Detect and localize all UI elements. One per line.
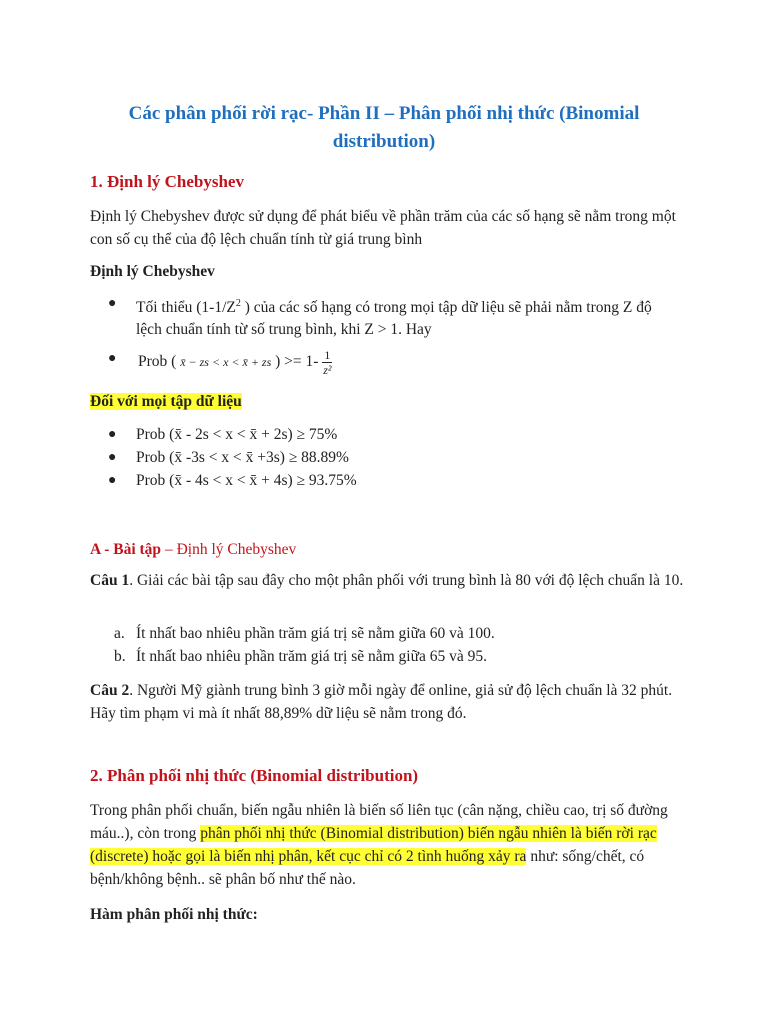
bullet-dot-icon: ● <box>108 351 117 366</box>
bullet-dot-icon: ● <box>108 450 117 465</box>
section1-heading: 1. Định lý Chebyshev <box>90 172 244 191</box>
bullet-dot-icon: ● <box>108 296 117 311</box>
section2-paragraph: Trong phân phối chuẩn, biến ngẫu nhiên là biến số liên tục (cân nặng, chiều cao, trị số đường máu..), còn trong phân phối nhị thức (Binomial distribution) biến ngẫu nhiên là biến rời rạc (discrete) hoặc gọi là biến nhị phân, kết cục chỉ có 2 tình huống xảy ra như: sống/chết, có bệnh/không bệnh.. sẽ phân bố như thế nào. <box>90 802 668 888</box>
page-title: Các phân phối rời rạc- Phần II – Phân phối nhị thức (Binomial distribution) <box>128 103 640 152</box>
question-1: Câu 1. Giải các bài tập sau đây cho một phân phối với trung bình là 80 với độ lệch chuẩn là 10. <box>90 572 684 589</box>
prob-formula: Prob ( x̄ − zs < x < x̄ + zs ) >= 1- $\frac{1}{\text{z²}}$ <box>138 348 332 377</box>
document-page: Các phân phối rời rạc- Phần II – Phân phối nhị thức (Binomial distribution) 1. Định lý Chebyshev Định lý Chebyshev được sử dụng để phát biểu về phần trăm của các số hạng sẽ nằm trong một con số cụ thể của độ lệch chuẩn tính từ giá trung bình Định lý Chebyshev ● Tối thiểu ($1-1/Z^2$ ) của các số hạng có trong mọi tập dữ liệu sẽ phải nằm trong Z độ lệch chuẩn tính từ số trung bình, khi Z > 1. Hay ● Prob ( x̄ − zs < x < x̄ + zs ) >= 1- $\frac{1}{\text{z²}}$ Đối với mọi tập dữ liệu ● Prob (x̄ - 2s < x < x̄ + 2s) ≥ 75% ● Prob (x̄ -3s < x < x̄ +3s) ≥ 88.89% ● Prob (x̄ - 4s < x < x̄ + 4s) ≥ 93.75% A - Bài tập – Định lý Chebyshev Câu 1. Giải các bài tập sau đây cho một phân phối với trung bình là 80 với độ lệch chuẩn là 10. a. Ít nhất bao nhiêu phần trăm giá trị sẽ nằm giữa 60 và 100. b. Ít nhất bao nhiêu phần trăm giá trị sẽ nằm giữa 65 và 95. Câu 2. Người Mỹ giành trung bình 3 giờ mỗi ngày để online, giả sử độ lệch chuẩn là 32 phút. Hãy tìm phạm vi mà ít nhất 88,89% dữ liệu sẽ nằm trong đó. 2. Phân phối nhị thức (Binomial distribution) Trong phân phối chuẩn, biến ngẫu nhiên là biến số liên tục (cân nặng, chiều cao, trị số đường máu..), còn trong phân phối nhị thức (Binomial distribution) biến ngẫu nhiên là biến rời rạc (discrete) hoặc gọi là biến nhị phân, kết cục chỉ có 2 tình huống xảy ra như: sống/chết, có bệnh/không bệnh.. sẽ phân bố như thế nào. Hàm phân phối nhị thức: <box>0 0 768 1024</box>
fraction: $\frac{1}{\text{z²}}$ <box>323 348 332 377</box>
highlight-heading: Đối với mọi tập dữ liệu <box>90 393 242 410</box>
exercise-heading: A - Bài tập – Định lý Chebyshev <box>90 541 297 558</box>
highlighted-text: phân phối nhị thức (Binomial distribution) biến ngẫu nhiên là biến rời rạc (discrete) hoặc gọi là biến nhị phân, kết cục chỉ có 2 tình huống xảy ra <box>90 825 657 865</box>
section1-subheading: Định lý Chebyshev <box>90 263 215 280</box>
bullet-text: Tối thiểu ($1-1/Z^2$ ) của các số hạng có trong mọi tập dữ liệu sẽ phải nằm trong Z độ lệch chuẩn tính từ số trung bình, khi Z > 1. Hay <box>136 298 652 339</box>
section1-intro: Định lý Chebyshev được sử dụng để phát biểu về phần trăm của các số hạng sẽ nằm trong một con số cụ thể của độ lệch chuẩn tính từ giá trung bình <box>90 208 676 248</box>
prob-inequality: x̄ − zs < x < x̄ + zs <box>180 355 272 370</box>
section2-heading: 2. Phân phối nhị thức (Binomial distribution) <box>90 766 419 785</box>
question-2: Câu 2. Người Mỹ giành trung bình 3 giờ mỗi ngày để online, giả sử độ lệch chuẩn là 32 phút. Hãy tìm phạm vi mà ít nhất 88,89% dữ liệu sẽ nằm trong đó. <box>90 682 673 722</box>
section2-subheading: Hàm phân phối nhị thức: <box>90 906 258 923</box>
bullet-dot-icon: ● <box>108 473 117 488</box>
bullet-dot-icon: ● <box>108 427 117 442</box>
